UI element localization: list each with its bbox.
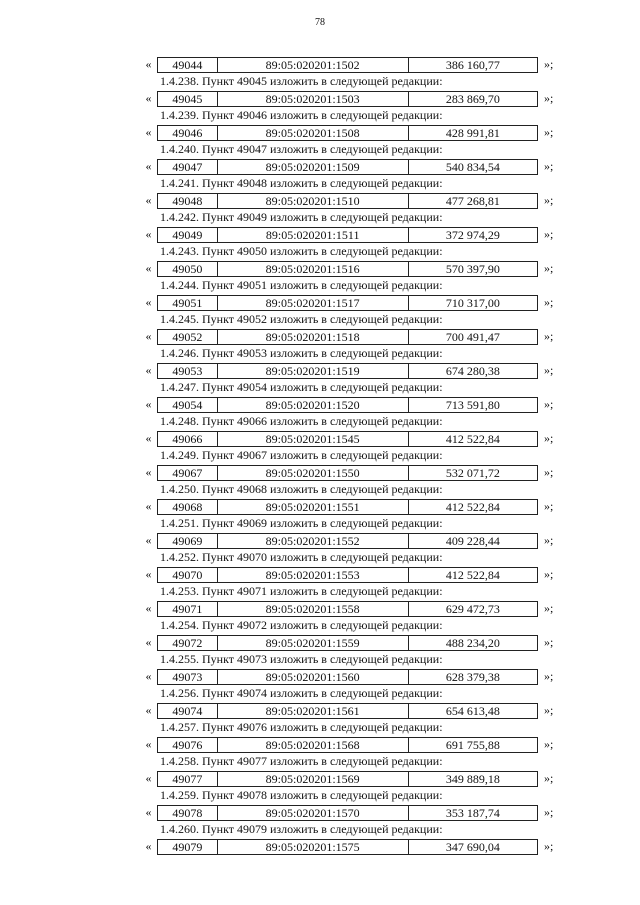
cadastral-number-cell: 89:05:020201:1510 (218, 194, 409, 208)
item-number-cell: 49048 (158, 194, 218, 208)
value-cell: 654 613,48 (445, 703, 500, 718)
row-table (157, 499, 538, 515)
row-table (157, 601, 538, 617)
amendment-instruction: 1.4.242. Пункт 49049 изложить в следующей редакции: (160, 210, 443, 224)
amendment-instruction: 1.4.244. Пункт 49051 изложить в следующей редакции: (160, 278, 443, 292)
item-number-cell: 49078 (158, 806, 218, 820)
closing-quote: »; (544, 839, 554, 853)
opening-quote: « (145, 397, 152, 411)
row-table (157, 805, 538, 821)
row-table (157, 91, 538, 107)
value-cell: 532 071,72 (445, 465, 500, 480)
table-row (140, 89, 560, 108)
row-table (157, 567, 538, 583)
table-row (140, 55, 560, 74)
table-row (140, 395, 560, 414)
item-number-cell: 49073 (158, 670, 218, 684)
value-cell: 674 280,38 (445, 363, 500, 378)
page-number: 78 (315, 17, 325, 28)
table-row (140, 123, 560, 142)
opening-quote: « (145, 465, 152, 479)
table-row (140, 667, 560, 686)
item-number-cell: 49079 (158, 840, 218, 854)
value-cell: 353 187,74 (445, 805, 500, 820)
amendment-instruction: 1.4.252. Пункт 49070 изложить в следующей редакции: (160, 550, 443, 564)
amendment-instruction: 1.4.256. Пункт 49074 изложить в следующей редакции: (160, 686, 443, 700)
table-row (140, 565, 560, 584)
opening-quote: « (145, 635, 152, 649)
value-cell: 409 228,44 (445, 533, 500, 548)
cadastral-number-cell: 89:05:020201:1517 (218, 296, 409, 310)
row-table (157, 193, 538, 209)
amendment-instruction: 1.4.254. Пункт 49072 изложить в следующей редакции: (160, 618, 443, 632)
amendment-instruction: 1.4.250. Пункт 49068 изложить в следующей редакции: (160, 482, 443, 496)
table-row (140, 837, 560, 856)
closing-quote: »; (544, 805, 554, 819)
row-table (157, 635, 538, 651)
opening-quote: « (145, 601, 152, 615)
closing-quote: »; (544, 193, 554, 207)
table-row (140, 361, 560, 380)
item-number-cell: 49076 (158, 738, 218, 752)
opening-quote: « (145, 261, 152, 275)
value-cell: 412 522,84 (445, 567, 500, 582)
amendment-instruction: 1.4.248. Пункт 49066 изложить в следующей редакции: (160, 414, 443, 428)
cadastral-number-cell: 89:05:020201:1509 (218, 160, 409, 174)
closing-quote: »; (544, 533, 554, 547)
value-cell: 349 889,18 (445, 771, 500, 786)
opening-quote: « (145, 703, 152, 717)
item-number-cell: 49069 (158, 534, 218, 548)
row-table (157, 703, 538, 719)
cadastral-number-cell: 89:05:020201:1558 (218, 602, 409, 616)
closing-quote: »; (544, 499, 554, 513)
closing-quote: »; (544, 227, 554, 241)
cadastral-number-cell: 89:05:020201:1511 (218, 228, 409, 242)
table-row (140, 769, 560, 788)
opening-quote: « (145, 159, 152, 173)
value-cell: 629 472,73 (445, 601, 500, 616)
cadastral-number-cell: 89:05:020201:1545 (218, 432, 409, 446)
amendment-instruction: 1.4.238. Пункт 49045 изложить в следующей редакции: (160, 74, 443, 88)
closing-quote: »; (544, 397, 554, 411)
row-table (157, 839, 538, 855)
table-row (140, 599, 560, 618)
opening-quote: « (145, 329, 152, 343)
amendment-instruction: 1.4.240. Пункт 49047 изложить в следующей редакции: (160, 142, 443, 156)
row-table (157, 771, 538, 787)
row-table (157, 329, 538, 345)
value-cell: 412 522,84 (445, 431, 500, 446)
row-table (157, 397, 538, 413)
amendment-instruction: 1.4.251. Пункт 49069 изложить в следующей редакции: (160, 516, 443, 530)
cadastral-number-cell: 89:05:020201:1559 (218, 636, 409, 650)
item-number-cell: 49067 (158, 466, 218, 480)
value-cell: 283 869,70 (445, 91, 500, 106)
item-number-cell: 49046 (158, 126, 218, 140)
amendment-instruction: 1.4.255. Пункт 49073 изложить в следующей редакции: (160, 652, 443, 666)
row-table (157, 669, 538, 685)
table-row (140, 191, 560, 210)
closing-quote: »; (544, 261, 554, 275)
cadastral-number-cell: 89:05:020201:1569 (218, 772, 409, 786)
opening-quote: « (145, 669, 152, 683)
item-number-cell: 49066 (158, 432, 218, 446)
closing-quote: »; (544, 669, 554, 683)
opening-quote: « (145, 499, 152, 513)
value-cell: 540 834,54 (445, 159, 500, 174)
item-number-cell: 49053 (158, 364, 218, 378)
table-row (140, 497, 560, 516)
opening-quote: « (145, 91, 152, 105)
opening-quote: « (145, 771, 152, 785)
amendment-instruction: 1.4.241. Пункт 49048 изложить в следующей редакции: (160, 176, 443, 190)
item-number-cell: 49044 (158, 58, 218, 72)
closing-quote: »; (544, 703, 554, 717)
opening-quote: « (145, 125, 152, 139)
cadastral-number-cell: 89:05:020201:1551 (218, 500, 409, 514)
amendment-instruction: 1.4.259. Пункт 49078 изложить в следующей редакции: (160, 788, 443, 802)
closing-quote: »; (544, 125, 554, 139)
row-table (157, 125, 538, 141)
cadastral-number-cell: 89:05:020201:1575 (218, 840, 409, 854)
amendment-instruction: 1.4.253. Пункт 49071 изложить в следующей редакции: (160, 584, 443, 598)
closing-quote: »; (544, 771, 554, 785)
item-number-cell: 49054 (158, 398, 218, 412)
row-table (157, 737, 538, 753)
table-row (140, 327, 560, 346)
cadastral-number-cell: 89:05:020201:1502 (218, 58, 409, 72)
value-cell: 488 234,20 (445, 635, 500, 650)
document-body (140, 55, 560, 856)
item-number-cell: 49045 (158, 92, 218, 106)
cadastral-number-cell: 89:05:020201:1550 (218, 466, 409, 480)
cadastral-number-cell: 89:05:020201:1552 (218, 534, 409, 548)
amendment-instruction: 1.4.257. Пункт 49076 изложить в следующей редакции: (160, 720, 443, 734)
row-table (157, 159, 538, 175)
opening-quote: « (145, 805, 152, 819)
value-cell: 570 397,90 (445, 261, 500, 276)
row-table (157, 261, 538, 277)
cadastral-number-cell: 89:05:020201:1516 (218, 262, 409, 276)
value-cell: 628 379,38 (445, 669, 500, 684)
opening-quote: « (145, 567, 152, 581)
row-table (157, 533, 538, 549)
closing-quote: »; (544, 601, 554, 615)
table-row (140, 803, 560, 822)
opening-quote: « (145, 431, 152, 445)
item-number-cell: 49051 (158, 296, 218, 310)
amendment-instruction: 1.4.246. Пункт 49053 изложить в следующей редакции: (160, 346, 443, 360)
item-number-cell: 49068 (158, 500, 218, 514)
amendment-instruction: 1.4.258. Пункт 49077 изложить в следующей редакции: (160, 754, 443, 768)
table-row (140, 429, 560, 448)
amendment-instruction: 1.4.249. Пункт 49067 изложить в следующей редакции: (160, 448, 443, 462)
opening-quote: « (145, 363, 152, 377)
cadastral-number-cell: 89:05:020201:1520 (218, 398, 409, 412)
item-number-cell: 49052 (158, 330, 218, 344)
amendment-instruction: 1.4.245. Пункт 49052 изложить в следующей редакции: (160, 312, 443, 326)
table-row (140, 157, 560, 176)
opening-quote: « (145, 57, 152, 71)
value-cell: 428 991,81 (445, 125, 500, 140)
value-cell: 386 160,77 (445, 57, 500, 72)
value-cell: 691 755,88 (445, 737, 500, 752)
opening-quote: « (145, 839, 152, 853)
row-table (157, 465, 538, 481)
cadastral-number-cell: 89:05:020201:1561 (218, 704, 409, 718)
table-row (140, 701, 560, 720)
closing-quote: »; (544, 363, 554, 377)
cadastral-number-cell: 89:05:020201:1568 (218, 738, 409, 752)
value-cell: 713 591,80 (445, 397, 500, 412)
closing-quote: »; (544, 465, 554, 479)
closing-quote: »; (544, 91, 554, 105)
cadastral-number-cell: 89:05:020201:1570 (218, 806, 409, 820)
closing-quote: »; (544, 295, 554, 309)
closing-quote: »; (544, 567, 554, 581)
row-table (157, 57, 538, 73)
cadastral-number-cell: 89:05:020201:1553 (218, 568, 409, 582)
table-row (140, 463, 560, 482)
item-number-cell: 49071 (158, 602, 218, 616)
opening-quote: « (145, 193, 152, 207)
table-row (140, 735, 560, 754)
value-cell: 372 974,29 (445, 227, 500, 242)
closing-quote: »; (544, 329, 554, 343)
closing-quote: »; (544, 737, 554, 751)
opening-quote: « (145, 737, 152, 751)
item-number-cell: 49072 (158, 636, 218, 650)
opening-quote: « (145, 295, 152, 309)
cadastral-number-cell: 89:05:020201:1519 (218, 364, 409, 378)
opening-quote: « (145, 533, 152, 547)
item-number-cell: 49047 (158, 160, 218, 174)
value-cell: 710 317,00 (445, 295, 500, 310)
closing-quote: »; (544, 57, 554, 71)
item-number-cell: 49049 (158, 228, 218, 242)
table-row (140, 633, 560, 652)
cadastral-number-cell: 89:05:020201:1560 (218, 670, 409, 684)
value-cell: 347 690,04 (445, 839, 500, 854)
closing-quote: »; (544, 431, 554, 445)
item-number-cell: 49070 (158, 568, 218, 582)
item-number-cell: 49077 (158, 772, 218, 786)
item-number-cell: 49074 (158, 704, 218, 718)
row-table (157, 227, 538, 243)
value-cell: 700 491,47 (445, 329, 500, 344)
closing-quote: »; (544, 635, 554, 649)
row-table (157, 431, 538, 447)
table-row (140, 293, 560, 312)
cadastral-number-cell: 89:05:020201:1503 (218, 92, 409, 106)
value-cell: 477 268,81 (445, 193, 500, 208)
table-row (140, 259, 560, 278)
row-table (157, 363, 538, 379)
table-row (140, 531, 560, 550)
cadastral-number-cell: 89:05:020201:1508 (218, 126, 409, 140)
item-number-cell: 49050 (158, 262, 218, 276)
value-cell: 412 522,84 (445, 499, 500, 514)
amendment-instruction: 1.4.243. Пункт 49050 изложить в следующей редакции: (160, 244, 443, 258)
amendment-instruction: 1.4.247. Пункт 49054 изложить в следующей редакции: (160, 380, 443, 394)
table-row (140, 225, 560, 244)
amendment-instruction: 1.4.260. Пункт 49079 изложить в следующей редакции: (160, 822, 443, 836)
closing-quote: »; (544, 159, 554, 173)
amendment-instruction: 1.4.239. Пункт 49046 изложить в следующей редакции: (160, 108, 443, 122)
row-table (157, 295, 538, 311)
cadastral-number-cell: 89:05:020201:1518 (218, 330, 409, 344)
opening-quote: « (145, 227, 152, 241)
